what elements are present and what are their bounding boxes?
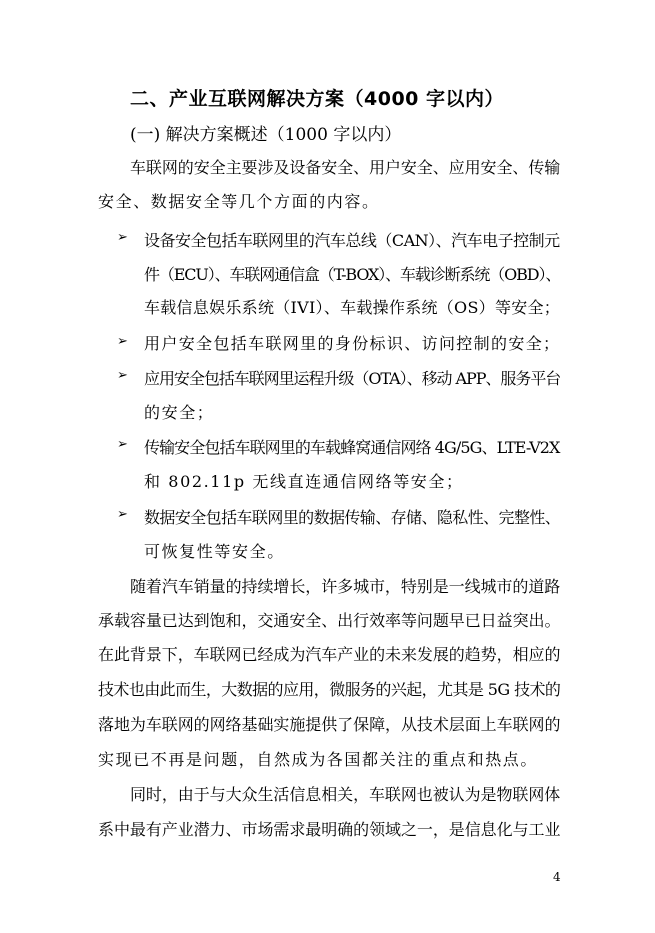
subsection-heading: (一) 解决方案概述（1000 字以内） — [130, 125, 402, 145]
page-number: 4 — [553, 870, 561, 884]
body-line: 系中最有产业潜力、市场需求最明确的领域之一，是信息化与工业 — [98, 820, 561, 839]
bullet-line: 用户安全包括车联网里的身份标识、访问控制的安全； — [144, 334, 561, 353]
bullet-arrow-icon: ➢ — [117, 507, 128, 522]
body-line: 承载容量已达到饱和，交通安全、出行效率等问题早已日益突出。 — [98, 611, 561, 630]
body-line: 随着汽车销量的持续增长，许多城市，特别是一线城市的道路 — [130, 577, 561, 596]
bullet-line: 传输安全包括车联网里的车载蜂窝通信网络 4G/5G、LTE-V2X — [144, 438, 560, 457]
bullet-line: 的安全； — [144, 403, 215, 422]
body-line: 实现已不再是问题，自然成为各国都关注的重点和热点。 — [98, 750, 539, 769]
bullet-arrow-icon: ➢ — [117, 334, 128, 349]
bullet-line: 设备安全包括车联网里的汽车总线（CAN）、汽车电子控制元 — [144, 231, 560, 250]
bullet-line: 数据安全包括车联网里的数据传输、存储、隐私性、完整性、 — [144, 508, 561, 527]
body-line: 同时，由于与大众生活信息相关，车联网也被认为是物联网体 — [130, 785, 561, 804]
bullet-line: 车载信息娱乐系统（IVI）、车载操作系统（OS）等安全； — [144, 298, 561, 317]
body-line: 技术也由此而生，大数据的应用，微服务的兴起，尤其是 5G 技术的 — [98, 680, 561, 699]
bullet-arrow-icon: ➢ — [117, 230, 128, 245]
section-heading: 二、产业互联网解决方案（4000 字以内） — [130, 88, 504, 110]
bullet-arrow-icon: ➢ — [117, 368, 128, 383]
bullet-line: 可恢复性等安全。 — [144, 542, 285, 561]
body-line: 在此背景下，车联网已经成为汽车产业的未来发展的趋势，相应的 — [98, 645, 561, 664]
bullet-line: 件（ECU）、车联网通信盒（T-BOX）、车载诊断系统（OBD）、 — [144, 265, 561, 284]
bullet-arrow-icon: ➢ — [117, 437, 128, 452]
bullet-line: 应用安全包括车联网里运程升级（OTA）、移动 APP、服务平台 — [144, 369, 561, 388]
bullet-line: 和 802.11p 无线直连通信网络等安全； — [144, 472, 464, 491]
intro-line: 安全、数据安全等几个方面的内容。 — [98, 192, 380, 211]
body-line: 落地为车联网的网络基础实施提供了保障，从技术层面上车联网的 — [98, 715, 561, 734]
intro-line: 车联网的安全主要涉及设备安全、用户安全、应用安全、传输 — [130, 158, 561, 177]
